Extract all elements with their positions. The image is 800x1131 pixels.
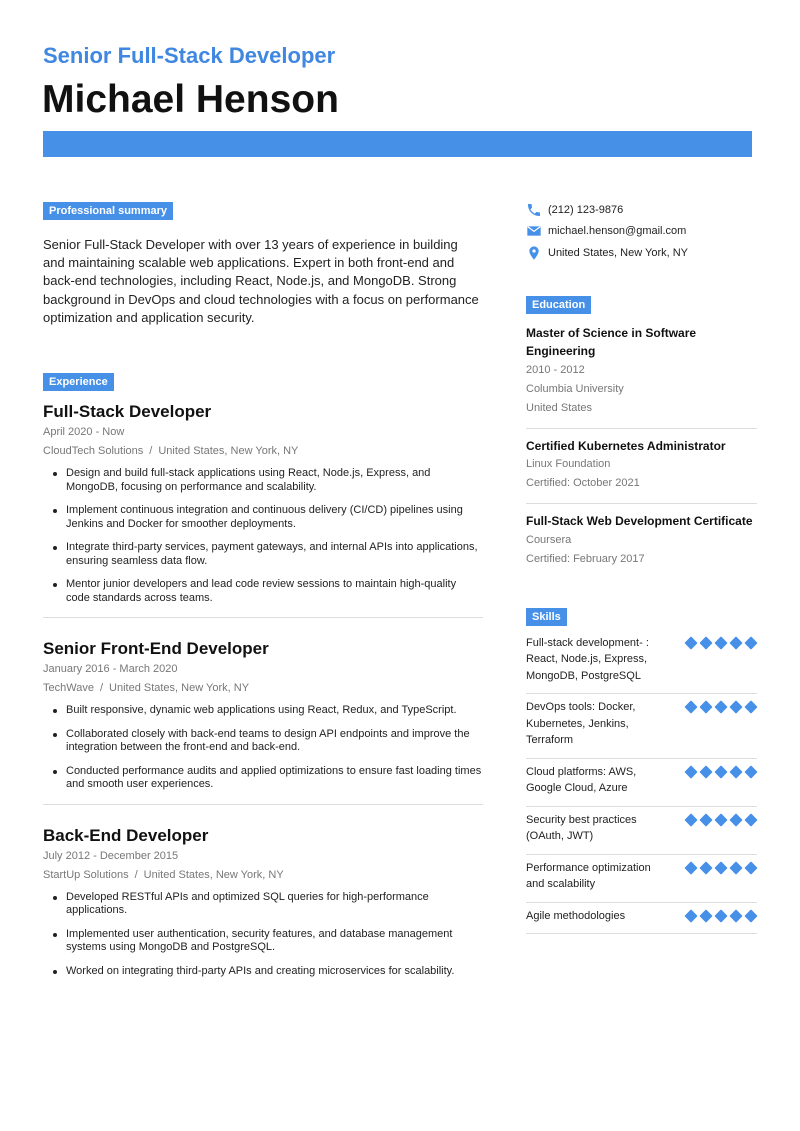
rating-diamond-icon [714, 765, 727, 778]
job-dates: January 2016 - March 2020 [43, 663, 178, 676]
rating-diamond-icon [744, 909, 757, 922]
bullet-item: Worked on integrating third-party APIs and creating microservices for scalability. [51, 965, 483, 979]
phone-text: (212) 123-9876 [548, 203, 624, 216]
education-detail: Columbia University [526, 382, 624, 395]
job-company: TechWave [43, 682, 94, 695]
skill-row [526, 903, 757, 935]
rating-diamond-icon [744, 636, 757, 649]
education-title: Certified Kubernetes Administrator [526, 438, 726, 453]
section-label-summary: Professional summary [43, 202, 173, 220]
job-bullets [43, 891, 483, 979]
job-company-location [43, 442, 483, 461]
skills-list [526, 630, 757, 935]
education-detail: 2010 - 2012 [526, 363, 585, 376]
skill-name: Cloud platforms: AWS, Google Cloud, Azure [526, 765, 637, 794]
rating-diamond-icon [729, 861, 742, 874]
rating-diamond-icon [684, 636, 697, 649]
education-detail: Certified: October 2021 [526, 477, 640, 489]
job-entry [43, 401, 483, 605]
rating-diamond-icon [729, 765, 742, 778]
job-dates: July 2012 - December 2015 [43, 849, 179, 862]
rating-diamond-icon [729, 909, 742, 922]
job-company: StartUp Solutions [43, 868, 129, 881]
skill-rating [685, 908, 757, 925]
job-entry [43, 617, 483, 792]
job-location: United States, New York, NY [109, 682, 250, 695]
rating-diamond-icon [729, 813, 742, 826]
rating-diamond-icon [729, 700, 742, 713]
education-entry [526, 428, 757, 504]
job-location: United States, New York, NY [143, 868, 284, 881]
bullet-item: Implement continuous integration and continuous delivery (CI/CD) pipelines using Jenkins and Docker for smoother deployments. [51, 504, 483, 531]
summary-text: Senior Full-Stack Developer with over 13 years of experience in building and maintaining scalable web applications. Expert in both front-end and back-end technologies, including React, Node.js, and MongoDB. Strong background in DevOps and cloud technologies with a focus on performance optimization and application security. [43, 237, 479, 325]
email-text: michael.henson@gmail.com [548, 225, 687, 238]
education-detail: Linux Foundation [526, 458, 611, 470]
rating-diamond-icon [714, 813, 727, 826]
separator: / [149, 445, 153, 458]
rating-diamond-icon [729, 636, 742, 649]
experience-list [43, 401, 483, 978]
email-icon [526, 223, 542, 239]
rating-diamond-icon [684, 700, 697, 713]
job-title: Senior Front-End Developer [43, 639, 269, 659]
bullet-item: Mentor junior developers and lead code review sessions to maintain high-quality code standards across teams. [51, 578, 483, 605]
rating-diamond-icon [699, 861, 712, 874]
job-dates: April 2020 - Now [43, 426, 125, 439]
education-detail: Coursera [526, 533, 572, 546]
location-text: United States, New York, NY [548, 246, 689, 259]
bullet-item: Integrate third-party services, payment gateways, and internal APIs into applications, ensuring seamless data flow. [51, 541, 483, 568]
separator: / [134, 868, 138, 881]
skill-name: Full-stack development- : React, Node.js, Express, MongoDB, PostgreSQL [526, 636, 649, 682]
job-role-title: Senior Full-Stack Developer [43, 43, 336, 68]
skill-name: Security best practices (OAuth, JWT) [526, 813, 637, 842]
location-pin-icon [526, 245, 542, 261]
skill-row [526, 630, 757, 695]
education-title: Master of Science in Software Engineering [526, 325, 697, 358]
rating-diamond-icon [699, 700, 712, 713]
education-detail: Certified: February 2017 [526, 552, 645, 565]
bullet-item: Built responsive, dynamic web applications using React, Redux, and TypeScript. [51, 704, 483, 718]
bullet-item: Collaborated closely with back-end teams to design API endpoints and improve the integration between the front-end and back-end. [51, 728, 483, 755]
skill-rating [685, 764, 757, 797]
skill-row [526, 694, 757, 759]
phone-icon [526, 202, 542, 218]
skill-rating [685, 699, 757, 749]
skill-row [526, 855, 757, 903]
rating-diamond-icon [699, 909, 712, 922]
job-company: CloudTech Solutions [43, 445, 144, 458]
rating-diamond-icon [714, 909, 727, 922]
skill-row [526, 759, 757, 807]
rating-diamond-icon [714, 700, 727, 713]
job-bullets [43, 467, 483, 605]
job-location: United States, New York, NY [158, 445, 299, 458]
education-entry [526, 503, 757, 579]
rating-diamond-icon [744, 813, 757, 826]
job-title: Back-End Developer [43, 825, 209, 845]
skill-name: Agile methodologies [526, 909, 626, 922]
contact-email [526, 221, 757, 243]
side-column [526, 199, 757, 934]
rating-diamond-icon [714, 636, 727, 649]
job-company-location [43, 679, 483, 698]
bullet-item: Developed RESTful APIs and optimized SQL queries for high-performance applications. [51, 891, 483, 918]
rating-diamond-icon [744, 861, 757, 874]
skill-name: DevOps tools: Docker, Kubernetes, Jenkins, Terraform [526, 701, 636, 746]
bullet-item: Conducted performance audits and applied optimizations to ensure fast loading times and smooth user experiences. [51, 765, 483, 792]
education-entry [526, 324, 757, 428]
education-detail: United States [526, 401, 593, 414]
job-title: Full-Stack Developer [43, 402, 212, 422]
skill-rating [685, 812, 757, 845]
rating-diamond-icon [744, 765, 757, 778]
rating-diamond-icon [684, 909, 697, 922]
rating-diamond-icon [699, 636, 712, 649]
job-entry [43, 804, 483, 979]
rating-diamond-icon [699, 765, 712, 778]
job-company-location [43, 866, 483, 885]
rating-diamond-icon [699, 813, 712, 826]
job-bullets [43, 704, 483, 792]
rating-diamond-icon [684, 765, 697, 778]
skill-name: Performance optimization and scalability [526, 861, 651, 890]
contact-location [526, 242, 757, 264]
rating-diamond-icon [714, 861, 727, 874]
contact-phone [526, 199, 757, 221]
rating-diamond-icon [744, 700, 757, 713]
main-column [43, 201, 483, 988]
header-accent-bar [43, 131, 752, 157]
bullet-item: Implemented user authentication, security features, and database management systems using MongoDB and PostgreSQL. [51, 928, 483, 955]
rating-diamond-icon [684, 813, 697, 826]
skill-row [526, 807, 757, 855]
section-label-skills: Skills [526, 608, 567, 626]
section-label-education: Education [526, 296, 591, 314]
skill-rating [685, 860, 757, 893]
section-label-experience: Experience [43, 373, 114, 391]
bullet-item: Design and build full-stack applications using React, Node.js, Express, and MongoDB, focusing on performance and scalability. [51, 467, 483, 494]
education-title: Full-Stack Web Development Certificate [526, 514, 753, 528]
candidate-name: Michael Henson [42, 78, 339, 121]
separator: / [99, 682, 104, 695]
rating-diamond-icon [684, 861, 697, 874]
education-list [526, 324, 757, 579]
skill-rating [685, 635, 757, 685]
